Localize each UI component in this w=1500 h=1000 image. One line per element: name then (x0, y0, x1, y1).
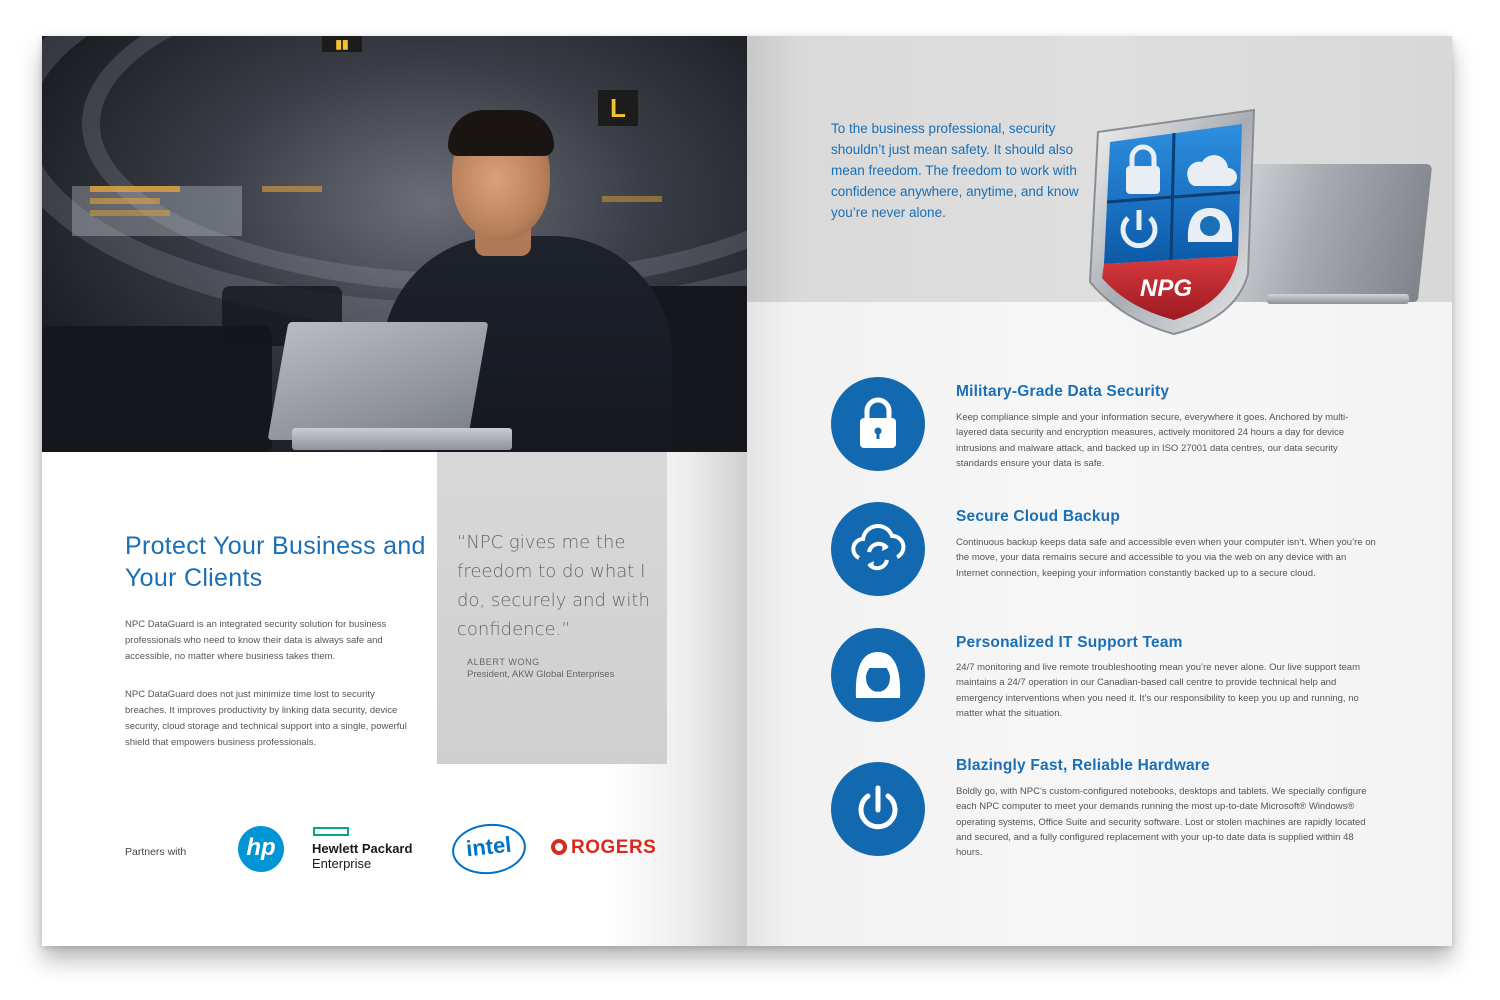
gate-sign: ▮▮ (322, 36, 362, 52)
testimonial-title: President, AKW Global Enterprises (467, 669, 615, 680)
hpe-logo-mark (313, 827, 349, 836)
feature-title-data-security: Military-Grade Data Security (956, 383, 1170, 400)
npg-shield-logo (1076, 106, 1286, 336)
rogers-logo-icon (551, 839, 567, 855)
feature-body-cloud-backup: Continuous backup keeps data safe and accessible even when your computer isn’t. When you’re on the move, your data remains secure and accessible to you via the web on any device with an Internet connection, keeping your information constantly backed up to a secure cloud. (956, 537, 1376, 579)
description-paragraph: NPC DataGuard does not just minimize time lost to security breaches. It improves productivity by linking data security, device security, cloud storage and technical support into a single, powerful shield that empowers business professionals. (125, 689, 407, 748)
intro-statement: To the business professional, security shouldn’t just mean safety. It should also mean freedom. The freedom to work with confidence anywhere, anytime, and know you’re never alone. (831, 121, 1079, 220)
hpe-line-1: Hewlett Packard (312, 841, 413, 856)
hero-photo-businessman-with-laptop (42, 36, 747, 452)
intel-logo: intel (450, 820, 529, 877)
partners-label: Partners with (125, 846, 187, 858)
feature-title-hardware: Blazingly Fast, Reliable Hardware (956, 757, 1210, 774)
feature-title-it-support: Personalized IT Support Team (956, 634, 1183, 651)
brochure-spread (42, 36, 1452, 946)
right-page (747, 36, 1452, 946)
support-agent-icon (831, 628, 925, 722)
feature-body-data-security: Keep compliance simple and your information secure, everywhere it goes. Anchored by multi-layered data security and encryption measures, actively monitored 24 hours a day for device intrusions and malware attack, and backed up in ISO 27001 data centres, our data security standards ensure your data is safe. (956, 412, 1349, 469)
lock-icon (831, 377, 925, 471)
left-page (42, 36, 747, 946)
testimonial-name: ALBERT WONG (467, 657, 540, 667)
power-icon (831, 762, 925, 856)
hpe-line-2: Enterprise (312, 856, 372, 871)
shield-label: NPG (1139, 275, 1193, 302)
gate-sign-l: L (598, 90, 638, 126)
feature-body-hardware: Boldly go, with NPC’s custom-configured notebooks, desktops and tablets. We specially configure each NPC computer to meet your demands running the most up-to-date Microsoft® Windows® operating systems, Office Suite and security software. Lost or stolen machines are rapidly located and secured, and a fully configured replacement with your up-to date data is supplied within 48 hours. (956, 786, 1367, 859)
hp-logo: hp (238, 826, 284, 872)
page-headline: Protect Your Business and Your Clients (125, 532, 426, 592)
feature-title-cloud-backup: Secure Cloud Backup (956, 508, 1121, 525)
intro-paragraph: NPC DataGuard is an integrated security solution for business professionals who need to know their data is always safe and accessible, no matter where business takes them. (125, 619, 387, 662)
hpe-logo (312, 841, 412, 871)
feature-body-it-support: 24/7 monitoring and live remote troubleshooting mean you’re never alone. Our live support team maintains a 24/7 operation in our Canadian-based call centre to provide technical help and emergency interventions when you need it. It’s our responsibility to keep you up and running, no matter what the situation. (956, 662, 1360, 719)
cloud-sync-icon (831, 502, 925, 596)
testimonial-quote: “NPC gives me the freedom to do what I do, securely and with confidence.” (457, 532, 650, 640)
testimonial-box (437, 452, 667, 764)
rogers-logo: ROGERS (571, 837, 657, 858)
